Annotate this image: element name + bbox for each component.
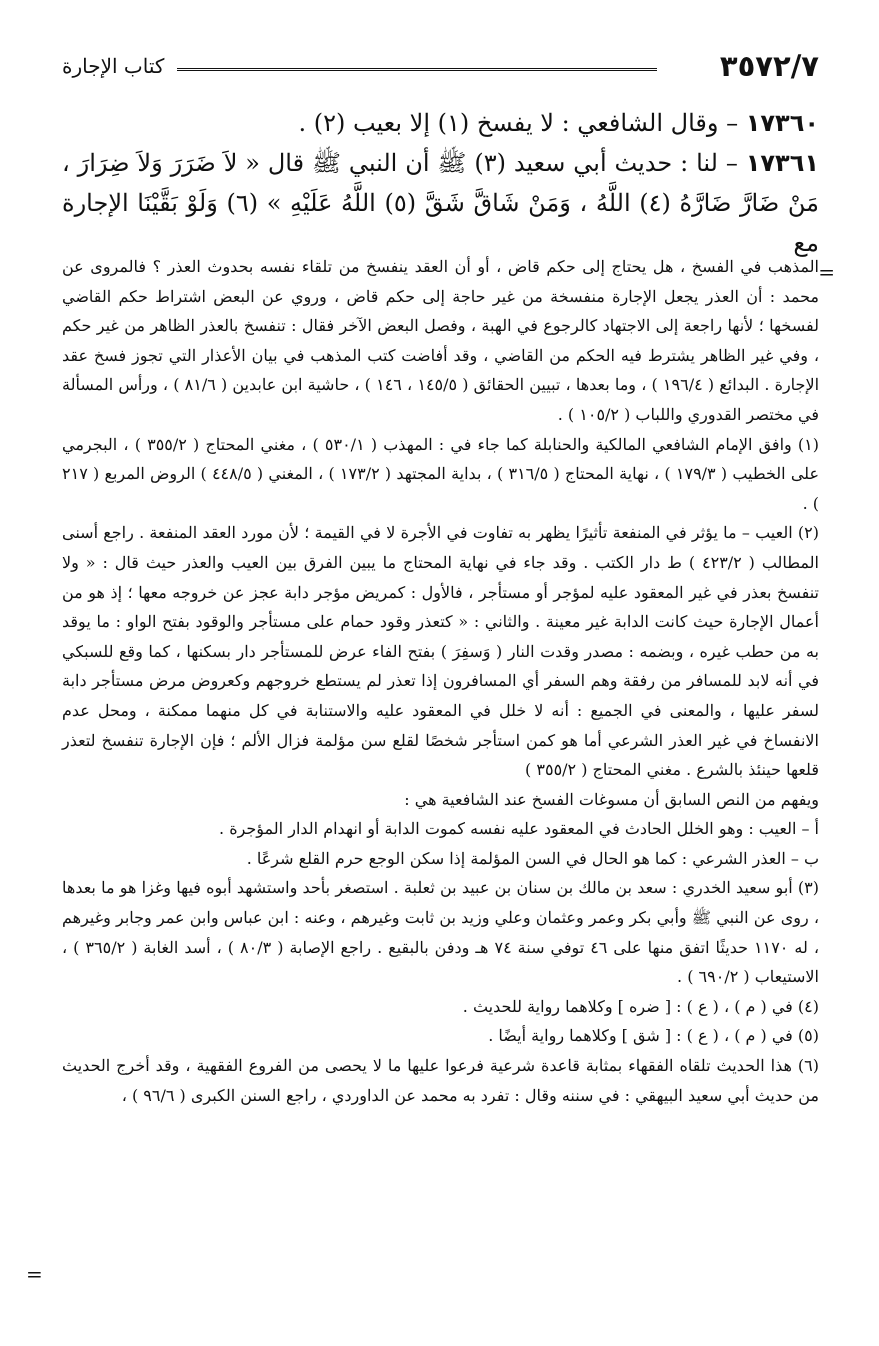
footnote-continuation: المذهب في الفسخ ، هل يحتاج إلى حكم قاض ، أو أن العقد ينفسخ من تلقاء نفسه بحدوث العذر ؟ فالمروى عن محمد : أن العذر يجعل الإجارة منفسخة من غير حاجة إلى حكم قاض ، وروي عن البعض اشتراط حكم القاضي لفسخها ؛ لأنها راجعة إلى الاجتهاد كالرجوع في الهبة ، وفصل البعض الآخر فقال : تنفسخ بالعذر الظاهر من غير حكم ، وفي غير الظاهر يشترط فيه الحكم من القاضي ، وقد أفاضت كتب المذهب في بيان الأعذار التي تجوز فسخ عقد الإجارة . البدائع ( ١٩٦/٤ ) ، وما بعدها ، تبيين الحقائق ( ١٤٥/٥ ، ١٤٦ ) ، حاشية ابن عابدين ( ٨١/٦ ) ، ورأس المسألة في مختصر القدوري واللباب ( ١٠٥/٢ ) . xyxy=(62,257,820,424)
paragraph-number: ١٧٣٦٠ xyxy=(745,109,819,137)
paragraph-text: – لنا : حديث أبي سعيد (٣) ﷺ أن النبي ﷺ قال « لاَ ضَرَرَ وَلاَ ضِرَارَ ، مَنْ ضَارَّ ضَارَّهُ (٤) اللَّهُ ، وَمَنْ شَاقَّ شَقَّ (٥) اللَّهُ عَلَيْهِ » (٦) وَلَوْ بَقَّيْنَا الإجارة مع xyxy=(62,149,820,257)
footnote-2-item-a: أ – العيب : وهو الخلل الحادث في المعقود عليه نفسه كموت الدابة أو انهدام الدار المؤجرة . xyxy=(219,819,819,839)
continuation-mark: = xyxy=(26,1262,43,1286)
footnote-2-summary: ويفهم من النص السابق أن مسوغات الفسخ عند الشافعية هي : xyxy=(404,789,819,809)
footnote-6: (٦) هذا الحديث تلقاه الفقهاء بمثابة قاعدة شرعية فرعوا عليها ما لا يحصى من الفروع الفقهية ، وقد أخرج الحديث من حديث أبي سعيد البيهقي : في سننه وقال : تفرد به محمد عن الداوردي ، راجع السنن الكبرى ( ٩٦/٦ ) ، xyxy=(62,1056,820,1105)
book-title: كتاب الإجارة xyxy=(62,54,165,78)
footnote-5: (٥) في ( م ) ، ( ع ) : [ شق ] وكلاهما رواية أيضًا . xyxy=(488,1026,819,1046)
footnote-3: (٣) أبو سعيد الخدري : سعد بن مالك بن سنان بن عبيد بن ثعلبة . استصغر بأحد واستشهد أبوه فيها وغزا هو ما بعدها ، روى عن النبي ﷺ وأبي بكر وعمر وعثمان وعلي وزيد بن ثابت وغيرهم ، وعنه : ابن عباس وابن عمر وجابر وغيرهم ، له ١١٧٠ حديثًا اتفق منها على ٤٦ توفي سنة ٧٤ هـ ودفن بالبقيع . راجع الإصابة ( ٨٠/٣ ) ، أسد الغابة ( ٣٦٥/٢ ) ، الاستيعاب ( ٦٩٠/٢ ) . xyxy=(62,878,820,987)
footnotes xyxy=(62,252,819,1110)
footnote-1: (١) وافق الإمام الشافعي المالكية والحنابلة كما جاء في : المهذب ( ٥٣٠/١ ) ، مغني المحتاج ( ٣٥٥/٢ ) ، البجرمي على الخطيب ( ١٧٩/٣ ) ، نهاية المحتاج ( ٣١٦/٥ ) ، بداية المجتهد ( ١٧٣/٢ ) ، المغني ( ٤٤٨/٥ ) الروض المربع ( ٢١٧ ) . xyxy=(62,434,820,513)
continuation-mark: = xyxy=(818,260,835,284)
paragraph-text: – وقال الشافعي : لا يفسخ (١) إلا بعيب (٢) . xyxy=(298,109,739,137)
main-paragraph xyxy=(62,143,819,263)
main-text xyxy=(62,103,819,263)
page-number: ٣٥٧٢/٧ xyxy=(719,49,819,83)
footnote-2-item-b: ب – العذر الشرعي : كما هو الحال في السن المؤلمة إذا سكن الوجع حرم القلع شرعًا . xyxy=(246,848,819,868)
main-paragraph xyxy=(62,103,819,143)
footnote-4: (٤) في ( م ) ، ( ع ) : [ ضره ] وكلاهما رواية للحديث . xyxy=(462,996,819,1016)
header-rule xyxy=(177,68,657,71)
footnote-2: (٢) العيب – ما يؤثر في المنفعة تأثيرًا يظهر به تفاوت في الأجرة لا في القيمة ؛ لأن مورد العقد المنفعة . راجع أسنى المطالب ( ٤٢٣/٢ ) ط دار الكتب . وقد جاء في نهاية المحتاج ما يبين الفرق بين العيب والعذر حيث قال : « ولا تنفسخ بعذر في غير المعقود عليه لمؤجر أو مستأجر ، فالأول : كمريض مؤجر دابة عجز عن خروجه معها ؛ إذ هو من أعمال الإجارة حيث كانت الدابة غير معينة . والثاني : « كتعذر وقود حمام على مستأجر والوقود بفتح الواو : ما يوقد به من حطب غيره ، وبضمه : مصدر وقدت النار ( وَسفِرَ ) بفتح الفاء عرض للمستأجر دار بسكنها ، كما وقع للسبكي في أنه لابد للمسافر من رفقة وهم السفر أي المسافرون إذا تعذر لم يستطع خروجهم وكعروض مرض مستأجر دابة لسفر عليها ، والمعنى في الجميع : أنه لا خلل في المعقود عليه والاستنابة في كل منهما ممكنة ، ومحل عدم الانفساخ في غير العذر الشرعي أما هو كمن استأجر شخصًا لقلع سن مؤلمة فزال الألم ؛ فإن الإجارة تنفسخ لتعذر قلعها حينئذ بالشرع . مغني المحتاج ( ٣٥٥/٢ ) xyxy=(62,523,819,780)
paragraph-number: ١٧٣٦١ xyxy=(745,149,819,177)
page-header xyxy=(62,46,819,86)
